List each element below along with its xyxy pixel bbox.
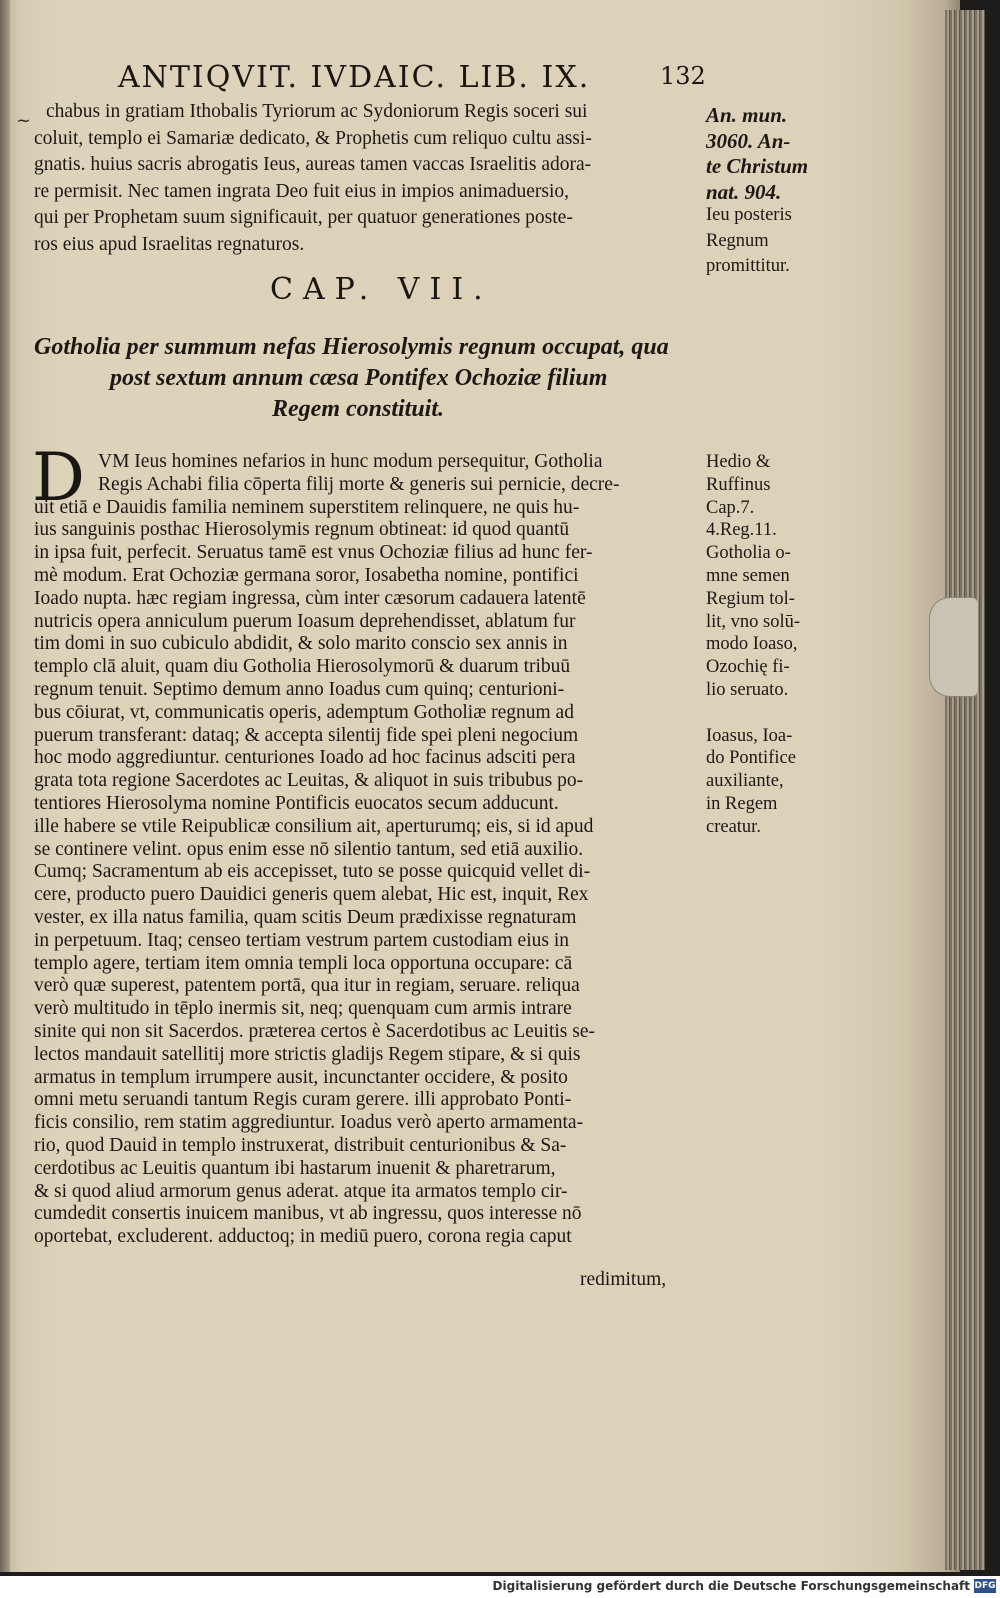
- text-line: cerdotibus ac Leuitis quantum ibi hastarum inuenit & pharetrarum,: [34, 1157, 556, 1179]
- text-line: uit etiā e Dauidis familia neminem superstitem relinquere, ne quis hu-: [34, 496, 580, 518]
- dfg-logo: DFG: [974, 1581, 996, 1591]
- chapter-heading: CAP. VII.: [270, 272, 493, 307]
- text-line: cumdedit consertis inuicem manibus, vt ab ingressu, quos interesse nō: [34, 1203, 582, 1225]
- margin-line: Regnum: [706, 230, 769, 251]
- text-line: vester, ex illa natus familia, quam scitis Deum prædixisse regnaturam: [34, 907, 577, 928]
- text-line: Cumq; Sacramentum ab eis accepisset, tuto se posse quicquid vellet di-: [34, 861, 591, 883]
- running-title: ANTIQVIT. IVDAIC. LIB. IX.: [118, 60, 591, 95]
- text-line: verò multitudo in tēplo inermis sit, neq; quenquam cum armis intrare: [34, 998, 572, 1020]
- margin-line: lit, vno solū-: [706, 611, 801, 632]
- text-line: coluit, templo ei Samariæ dedicato, & Prophetis cum reliquo cultu assi-: [34, 127, 592, 149]
- text-line: chabus in gratiam Ithobalis Tyriorum ac Sydoniorum Regis soceri sui: [46, 101, 588, 122]
- margin-line: auxiliante,: [706, 771, 784, 792]
- text-line: mè modum. Erat Ochoziæ germana soror, Iosabetha nomine, pontifici: [34, 565, 579, 586]
- text-line: tim domi in suo cubiculo abdidit, & solo marito conscio sex annis in: [34, 633, 568, 655]
- chapter-summary-line-3: Regem constituit.: [272, 396, 445, 422]
- margin-line: mne semen: [706, 566, 790, 586]
- text-line: se continere velint. opus enim esse nō silentio tantum, sed etiā auxilio.: [34, 838, 584, 860]
- footer-bar: [0, 1576, 1000, 1598]
- margin-line: promittitur.: [706, 256, 790, 276]
- text-line: omni metu seruandi tantum Regis curam gerere. illi approbato Ponti-: [34, 1089, 572, 1111]
- margin-line: modo Ioaso,: [706, 634, 798, 655]
- chapter-summary-line-2: post sextum annum cæsa Pontifex Ochoziæ filium: [110, 365, 608, 391]
- margin-line: Ieu posteris: [706, 205, 792, 225]
- margin-line: An. mun.: [706, 103, 788, 127]
- margin-line: te Christum: [706, 154, 809, 178]
- text-line: VM Ieus homines nefarios in hunc modum persequitur, Gotholia: [98, 451, 603, 472]
- text-line: ros eius apud Israelitas regnaturos.: [34, 233, 305, 255]
- text-line: gnatis. huius sacris abrogatis Ieus, aureas tamen vaccas Israelitis adora-: [34, 154, 592, 175]
- text-line: Ioado nupta. hæc regiam ingressa, cùm inter cæsorum cadauera latentē: [34, 587, 586, 609]
- margin-line: creatur.: [706, 816, 761, 837]
- text-line: ius sanguinis posthac Hierosolymis regnum obtineat: id quod quantū: [34, 519, 570, 541]
- margin-line: Ozochię fi-: [706, 657, 790, 678]
- margin-line: lio seruato.: [706, 680, 789, 700]
- funding-credit: Digitalisierung gefördert durch die Deutsche Forschungsgemeinschaft: [492, 1579, 970, 1593]
- text-line: templo agere, tertiam item omnia templi loca opportuna occupare: cā: [34, 952, 573, 974]
- text-line: hoc modo aggrediuntur. centuriones Ioado ad hoc facinus adsciti pera: [34, 747, 576, 769]
- text-line: armatus in templum irrumpere ausit, incunctanter occidere, & posito: [34, 1066, 568, 1088]
- text-line: tentiores Hierosolyma nomine Pontificis euocatos secum adducunt.: [34, 793, 559, 814]
- text-line: sinite qui non sit Sacerdos. præterea certos è Sacerdotibus ac Leuitis se-: [34, 1021, 596, 1042]
- text-line: in ipsa fuit, perfecit. Seruatus tamē est vnus Ochoziæ filius ad hunc fer-: [34, 542, 593, 564]
- text-line: regnum tenuit. Septimo demum anno Ioadus cum quinq; centurioni-: [34, 679, 565, 700]
- text-line: bus cōiurat, vt, communicatis operis, ademptum Gotholiæ regnum ad: [34, 701, 574, 723]
- bookmark-tab: [930, 598, 978, 696]
- catchword: redimitum,: [580, 1269, 667, 1290]
- margin-line: Cap.7.: [706, 497, 755, 518]
- text-line: puerum transferant: dataq; & accepta silentij fide spei pleni negocium: [34, 724, 579, 746]
- margin-line: do Pontifice: [706, 748, 796, 769]
- text-line: ille habere se vtile Reipublicæ consilium ait, aperturumq; eis, si id apud: [34, 815, 594, 837]
- page-number: 132: [660, 62, 706, 90]
- text-line: & si quod aliud armorum genus aderat. atque ita armatos templo cir-: [34, 1180, 568, 1202]
- margin-line: Ruffinus: [706, 474, 771, 495]
- margin-line: Regium tol-: [706, 588, 795, 609]
- margin-line: Ioasus, Ioa-: [706, 725, 793, 746]
- margin-line: Hedio &: [706, 452, 771, 472]
- page-gutter-edge: [0, 0, 10, 1572]
- text-line: ficis consilio, rem statim aggrediuntur. Ioadus verò aperto armamenta-: [34, 1112, 584, 1134]
- text-line: Regis Achabi filia cōperta filij morte & generis sui pernicie, decre-: [98, 473, 620, 495]
- text-line: templo clā aluit, quam diu Gotholia Hierosolymorū & duarum tribuū: [34, 656, 571, 678]
- page-stack-edge: [945, 10, 985, 1570]
- margin-line: in Regem: [706, 794, 778, 814]
- text-line: grata tota regione Sacerdotes ac Leuitas, & aliquot in suis tribubus po-: [34, 770, 584, 792]
- text-line: nutricis opera anniculum puerum Ioasum deprehendisset, ablatum fur: [34, 610, 576, 632]
- ink-mark: ~: [16, 110, 32, 131]
- chapter-summary-line-1: Gotholia per summum nefas Hierosolymis regnum occupat, qua: [34, 334, 669, 360]
- text-line: rio, quod Dauid in templo instruxerat, distribuit centurionibus & Sa-: [34, 1135, 567, 1156]
- text-line: verò quæ superest, patentem portā, qua itur in regiam, seruare. reliqua: [34, 975, 580, 997]
- margin-line: nat. 904.: [706, 179, 782, 204]
- text-line: re permisit. Nec tamen ingrata Deo fuit eius in impios animaduersio,: [34, 180, 570, 202]
- text-line: cere, producto puero Dauidici generis quem alebat, Hic est, inquit, Rex: [34, 884, 589, 906]
- margin-line: Gotholia o-: [706, 543, 791, 564]
- margin-line: 3060. An-: [706, 128, 791, 153]
- drop-capital: D: [32, 439, 85, 516]
- text-line: lectos mandauit satellitij more strictis gladijs Regem stipare, & si quis: [34, 1043, 581, 1065]
- text-line: oportebat, excluderent. adductoq; in mediū puero, corona regia caput: [34, 1226, 572, 1248]
- text-line: in perpetuum. Itaq; censeo tertiam vestrum partem custodiam eius in: [34, 929, 570, 951]
- text-line: qui per Prophetam suum significauit, per quatuor generationes poste-: [34, 207, 573, 228]
- margin-line: 4.Reg.11.: [706, 520, 777, 541]
